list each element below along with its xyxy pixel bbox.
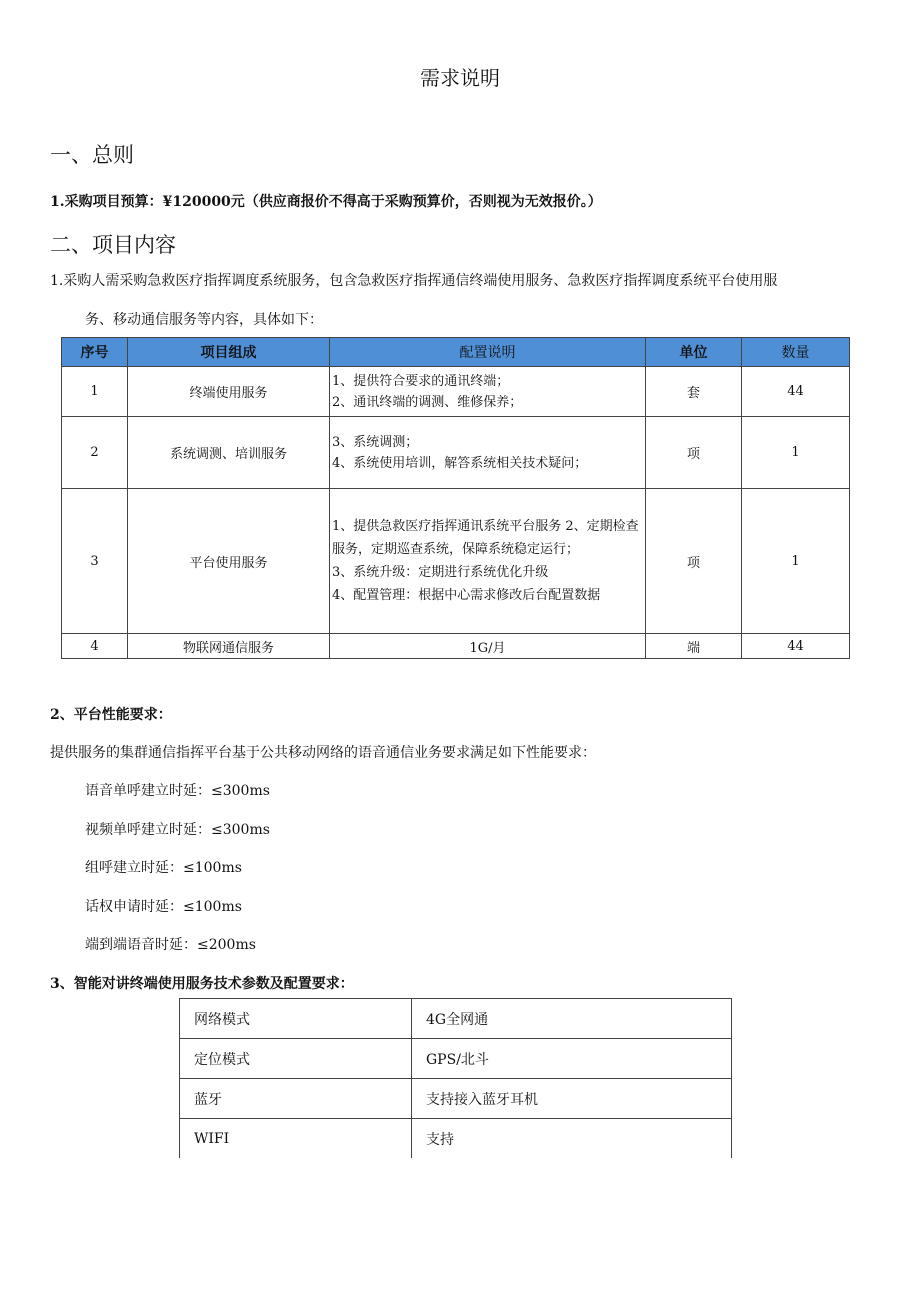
row-item: 系统调测、培训服务 [128, 417, 330, 489]
desc-line: 3、系统调测； [332, 434, 419, 450]
spec-name: WIFI [180, 1119, 412, 1159]
spec-name: 定位模式 [180, 1039, 412, 1079]
section2-heading: 二、项目内容 [50, 233, 176, 257]
row-qty: 44 [742, 634, 850, 659]
row-item: 物联网通信服务 [128, 634, 330, 659]
section1-heading: 一、总则 [50, 143, 134, 167]
performance-intro: 提供服务的集群通信指挥平台基于公共移动网络的语音通信业务要求满足如下性能要求： [50, 745, 596, 761]
header-item: 项目组成 [128, 338, 330, 367]
header-desc: 配置说明 [330, 338, 646, 367]
row-no: 3 [62, 489, 128, 634]
row-qty: 44 [742, 367, 850, 417]
header-unit: 单位 [646, 338, 742, 367]
table-row [180, 1079, 732, 1119]
spec-value: 支持 [412, 1119, 732, 1159]
terminal-heading: 3、智能对讲终端使用服务技术参数及配置要求： [50, 976, 354, 992]
desc-line: 3、系统升级：定期进行系统优化升级 [332, 565, 549, 580]
performance-heading: 2、平台性能要求： [50, 707, 172, 723]
spec-name: 蓝牙 [180, 1079, 412, 1119]
spec-value: 4G全网通 [412, 999, 732, 1039]
table-row [180, 1119, 732, 1159]
row-unit: 套 [646, 367, 742, 417]
table-row [62, 489, 850, 634]
terminal-spec-table [179, 998, 732, 1158]
performance-item: 话权申请时延：≤100ms [85, 899, 242, 915]
intro-line-2: 务、移动通信服务等内容，具体如下： [85, 312, 323, 328]
spec-name: 网络模式 [180, 999, 412, 1039]
budget-line: 1.采购项目预算：¥120000元（供应商报价不得高于采购预算价，否则视为无效报价。） [50, 194, 602, 210]
intro-line-1: 1.采购人需采购急救医疗指挥调度系统服务，包含急救医疗指挥通信终端使用服务、急救医疗指挥调度系统平台使用服 [50, 273, 778, 289]
row-unit: 端 [646, 634, 742, 659]
row-item: 平台使用服务 [128, 489, 330, 634]
table-row [180, 999, 732, 1039]
row-desc: 1G/月 [330, 634, 646, 659]
project-table [61, 337, 850, 659]
row-no: 2 [62, 417, 128, 489]
page-title: 需求说明 [420, 66, 500, 90]
spec-value: GPS/北斗 [412, 1039, 732, 1079]
row-unit: 项 [646, 489, 742, 634]
row-item: 终端使用服务 [128, 367, 330, 417]
performance-item: 视频单呼建立时延：≤300ms [85, 822, 270, 838]
desc-line: 2、通讯终端的调测、维修保养； [332, 394, 523, 410]
desc-line: 4、配置管理：根据中心需求修改后台配置数据 [332, 588, 601, 603]
performance-item: 端到端语音时延：≤200ms [85, 937, 256, 953]
row-no: 1 [62, 367, 128, 417]
row-desc [330, 367, 646, 417]
table-header-row [62, 338, 850, 367]
row-unit: 项 [646, 417, 742, 489]
performance-item: 组呼建立时延：≤100ms [85, 860, 242, 876]
header-no: 序号 [62, 338, 128, 367]
table-row [62, 634, 850, 659]
row-qty: 1 [742, 489, 850, 634]
row-desc [330, 489, 646, 634]
performance-item: 语音单呼建立时延：≤300ms [85, 783, 270, 799]
row-desc [330, 417, 646, 489]
desc-line: 1、提供符合要求的通讯终端； [332, 373, 510, 389]
row-qty: 1 [742, 417, 850, 489]
desc-line: 1、提供急救医疗指挥通讯系统平台服务 2、定期检查服务，定期巡查系统，保障系统稳定运行； [332, 519, 639, 557]
spec-value: 支持接入蓝牙耳机 [412, 1079, 732, 1119]
desc-line: 4、系统使用培训，解答系统相关技术疑问； [332, 455, 588, 471]
table-row [62, 417, 850, 489]
table-row [62, 367, 850, 417]
row-no: 4 [62, 634, 128, 659]
header-qty: 数量 [742, 338, 850, 367]
table-row [180, 1039, 732, 1079]
